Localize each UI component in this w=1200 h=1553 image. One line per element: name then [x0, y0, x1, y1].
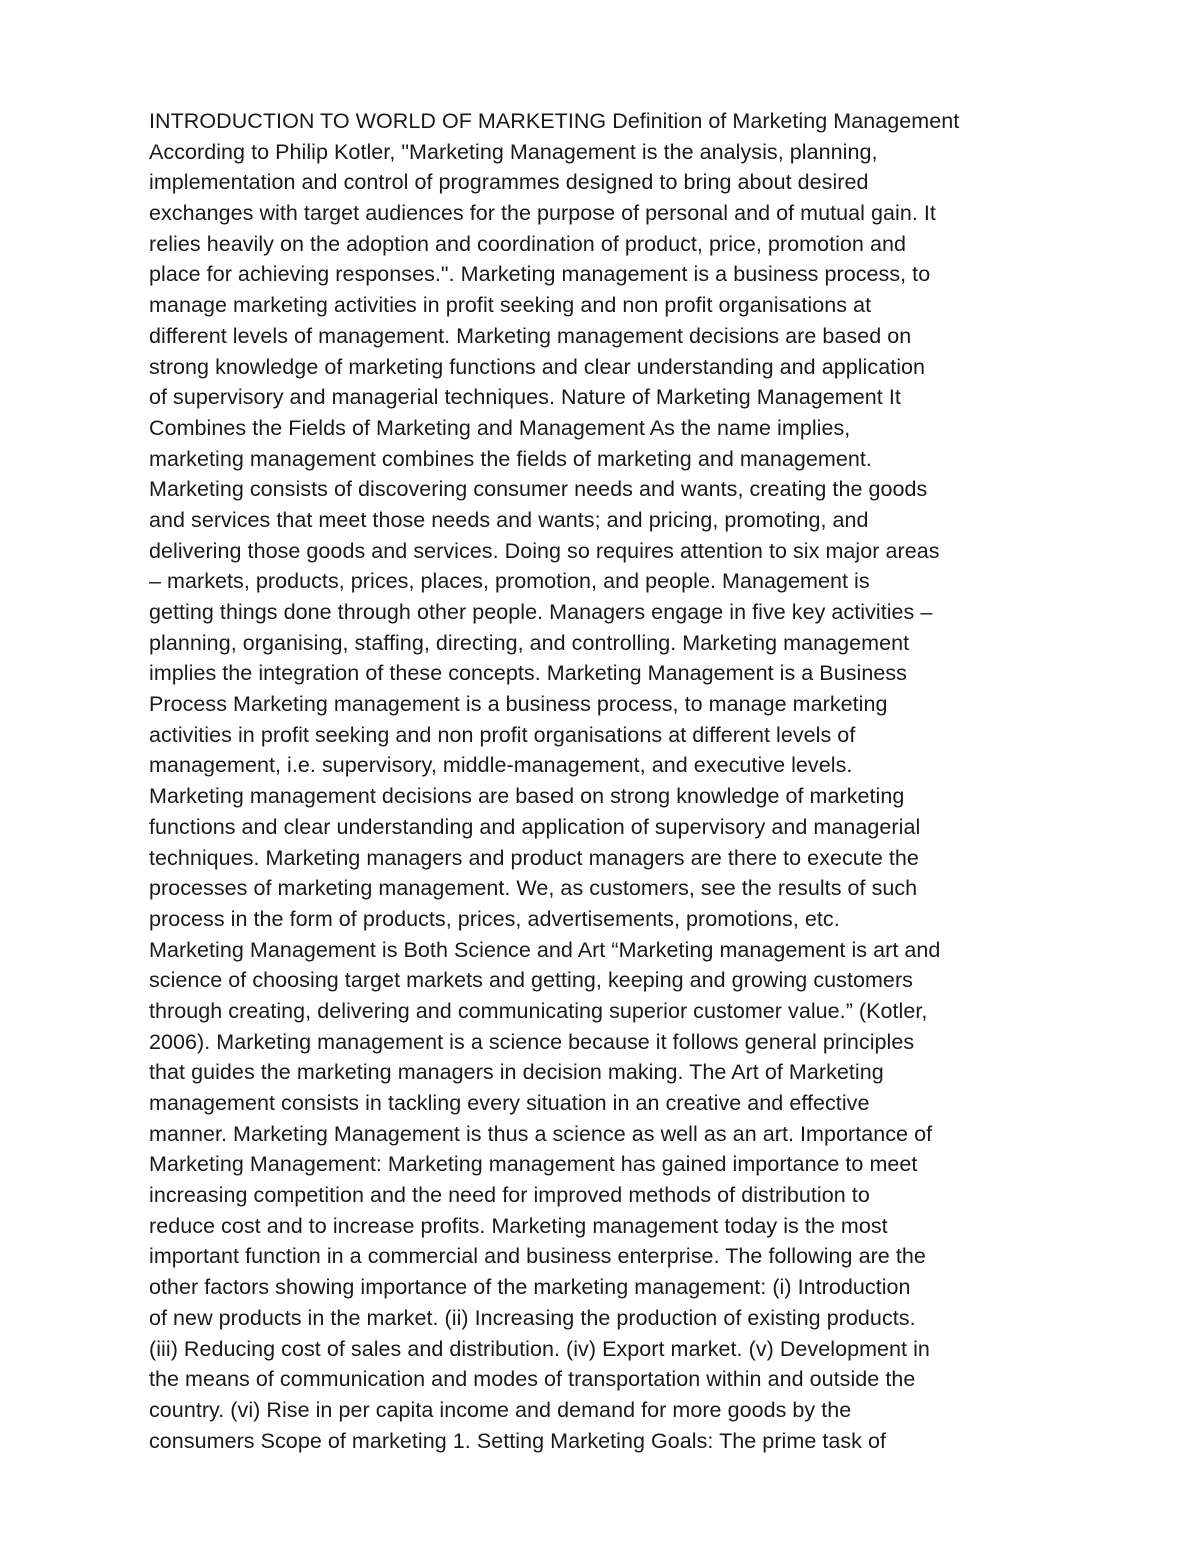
text-line: marketing management combines the fields of marketing and management.	[149, 446, 872, 471]
text-line: and services that meet those needs and wants; and pricing, promoting, and	[149, 507, 869, 532]
text-line: – markets, products, prices, places, promotion, and people. Management is	[149, 569, 870, 594]
text-line: strong knowledge of marketing functions and clear understanding and application	[149, 354, 926, 379]
text-line: implementation and control of programmes designed to bring about desired	[149, 170, 869, 195]
text-line: of new products in the market. (ii) Increasing the production of existing products.	[149, 1305, 916, 1330]
text-line: According to Philip Kotler, "Marketing Management is the analysis, planning,	[149, 139, 878, 164]
text-line: Marketing management decisions are based on strong knowledge of marketing	[149, 784, 905, 809]
text-line: process in the form of products, prices, advertisements, promotions, etc.	[149, 906, 840, 931]
text-line: increasing competition and the need for improved methods of distribution to	[149, 1183, 870, 1208]
text-line: that guides the marketing managers in decision making. The Art of Marketing	[149, 1060, 884, 1085]
text-line: getting things done through other people. Managers engage in five key activities –	[149, 600, 933, 624]
text-line: functions and clear understanding and application of supervisory and managerial	[149, 814, 921, 839]
text-line: Marketing Management is Both Science and Art “Marketing management is art and	[149, 937, 941, 962]
text-line: INTRODUCTION TO WORLD OF MARKETING Definition of Marketing Management	[149, 109, 960, 133]
text-line: relies heavily on the adoption and coordination of product, price, promotion and	[149, 231, 906, 256]
text-line: consumers Scope of marketing 1. Setting Marketing Goals: The prime task of	[149, 1428, 887, 1453]
text-line: through creating, delivering and communicating superior customer value.” (Kotler,	[149, 998, 928, 1023]
text-line: reduce cost and to increase profits. Marketing management today is the most	[149, 1213, 888, 1238]
text-line: (iii) Reducing cost of sales and distribution. (iv) Export market. (v) Development in	[149, 1336, 930, 1361]
text-line: Marketing consists of discovering consumer needs and wants, creating the goods	[149, 477, 928, 502]
text-line: management consists in tackling every situation in an creative and effective	[149, 1091, 870, 1115]
body-text	[149, 106, 1059, 1456]
text-line: activities in profit seeking and non profit organisations at different levels of	[149, 722, 856, 747]
text-line: Marketing Management: Marketing management has gained importance to meet	[149, 1152, 918, 1177]
text-line: planning, organising, staffing, directing, and controlling. Marketing management	[149, 630, 910, 655]
text-line: exchanges with target audiences for the purpose of personal and of mutual gain. It	[149, 201, 936, 226]
text-line: Combines the Fields of Marketing and Management As the name implies,	[149, 415, 851, 440]
text-line: 2006). Marketing management is a science because it follows general principles	[149, 1029, 915, 1054]
text-line: country. (vi) Rise in per capita income and demand for more goods by the	[149, 1397, 852, 1422]
text-line: science of choosing target markets and getting, keeping and growing customers	[149, 968, 913, 993]
text-line: different levels of management. Marketing management decisions are based on	[149, 323, 912, 348]
text-line: manage marketing activities in profit seeking and non profit organisations at	[149, 293, 872, 318]
text-line: processes of marketing management. We, as customers, see the results of such	[149, 876, 918, 901]
text-line: place for achieving responses.". Marketing management is a business process, to	[149, 262, 931, 287]
text-line: manner. Marketing Management is thus a science as well as an art. Importance of	[149, 1121, 933, 1146]
text-line: the means of communication and modes of transportation within and outside the	[149, 1367, 916, 1392]
text-line: implies the integration of these concepts. Marketing Management is a Business	[149, 661, 907, 686]
text-line: techniques. Marketing managers and product managers are there to execute the	[149, 845, 919, 870]
text-line: other factors showing importance of the marketing management: (i) Introduction	[149, 1275, 911, 1300]
text-line: management, i.e. supervisory, middle-management, and executive levels.	[149, 753, 853, 778]
text-line: of supervisory and managerial techniques. Nature of Marketing Management It	[149, 385, 901, 410]
text-line: important function in a commercial and business enterprise. The following are the	[149, 1244, 926, 1269]
text-line: Process Marketing management is a business process, to manage marketing	[149, 692, 888, 717]
text-line: delivering those goods and services. Doing so requires attention to six major areas	[149, 538, 940, 563]
